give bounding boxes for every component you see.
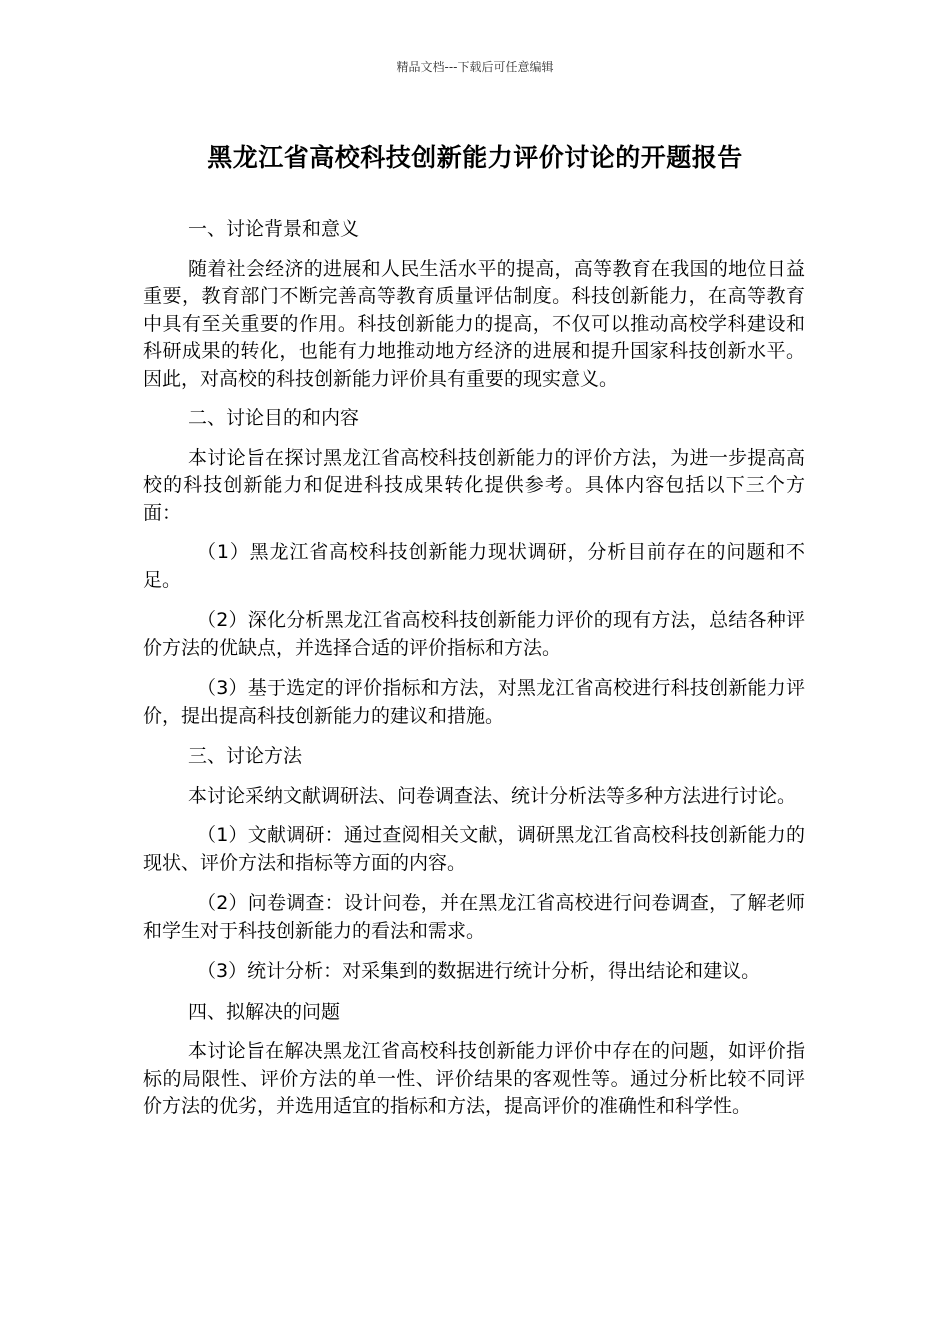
paragraph-methods: 本讨论采纳文献调研法、问卷调查法、统计分析法等多种方法进行讨论。	[188, 784, 797, 807]
section-heading-methods: 三、讨论方法	[188, 745, 303, 767]
section-heading-background: 一、讨论背景和意义	[188, 218, 360, 240]
page-header-note: 精品文档---下载后可任意编辑	[396, 60, 554, 74]
paragraph-background: 随着社会经济的进展和人民生活水平的提高，高等教育在我国的地位日益重要，教育部门不断完善高等教育质量评估制度。科技创新能力，在高等教育中具有至关重要的作用。科技创新能力的提高，不仅可以推动高校学科建设和科研成果的转化，也能有力地推动地方经济的进展和提升国家科技创新水平。因此，对高校的科技创新能力评价具有重要的现实意义。	[143, 257, 805, 390]
list-item-method-2: （2）问卷调查：设计问卷，并在黑龙江省高校进行问卷调查，了解老师和学生对于科技创新能力的看法和需求。	[143, 892, 805, 942]
document-title: 黑龙江省高校科技创新能力评价讨论的开题报告	[207, 143, 743, 172]
paragraph-problems: 本讨论旨在解决黑龙江省高校科技创新能力评价中存在的问题，如评价指标的局限性、评价方法的单一性、评价结果的客观性等。通过分析比较不同评价方法的优劣，并选用适宜的指标和方法，提高评价的准确性和科学性。	[143, 1040, 805, 1117]
section-heading-problems: 四、拟解决的问题	[188, 1000, 341, 1023]
document-body	[143, 212, 805, 1133]
list-item-method-1: （1）文献调研：通过查阅相关文献，调研黑龙江省高校科技创新能力的现状、评价方法和指标等方面的内容。	[143, 824, 805, 874]
list-item-purpose-1: （1）黑龙江省高校科技创新能力现状调研，分析目前存在的问题和不足。	[143, 541, 805, 591]
list-item-purpose-2: （2）深化分析黑龙江省高校科技创新能力评价的现有方法，总结各种评价方法的优缺点，并选择合适的评价指标和方法。	[143, 609, 805, 659]
list-item-method-3: （3）统计分析：对采集到的数据进行统计分析，得出结论和建议。	[197, 960, 761, 982]
paragraph-purpose: 本讨论旨在探讨黑龙江省高校科技创新能力的评价方法，为进一步提高高校的科技创新能力和促进科技成果转化提供参考。具体内容包括以下三个方面：	[143, 446, 805, 524]
list-item-purpose-3: （3）基于选定的评价指标和方法，对黑龙江省高校进行科技创新能力评价，提出提高科技创新能力的建议和措施。	[143, 677, 805, 727]
section-heading-purpose: 二、讨论目的和内容	[188, 407, 360, 429]
